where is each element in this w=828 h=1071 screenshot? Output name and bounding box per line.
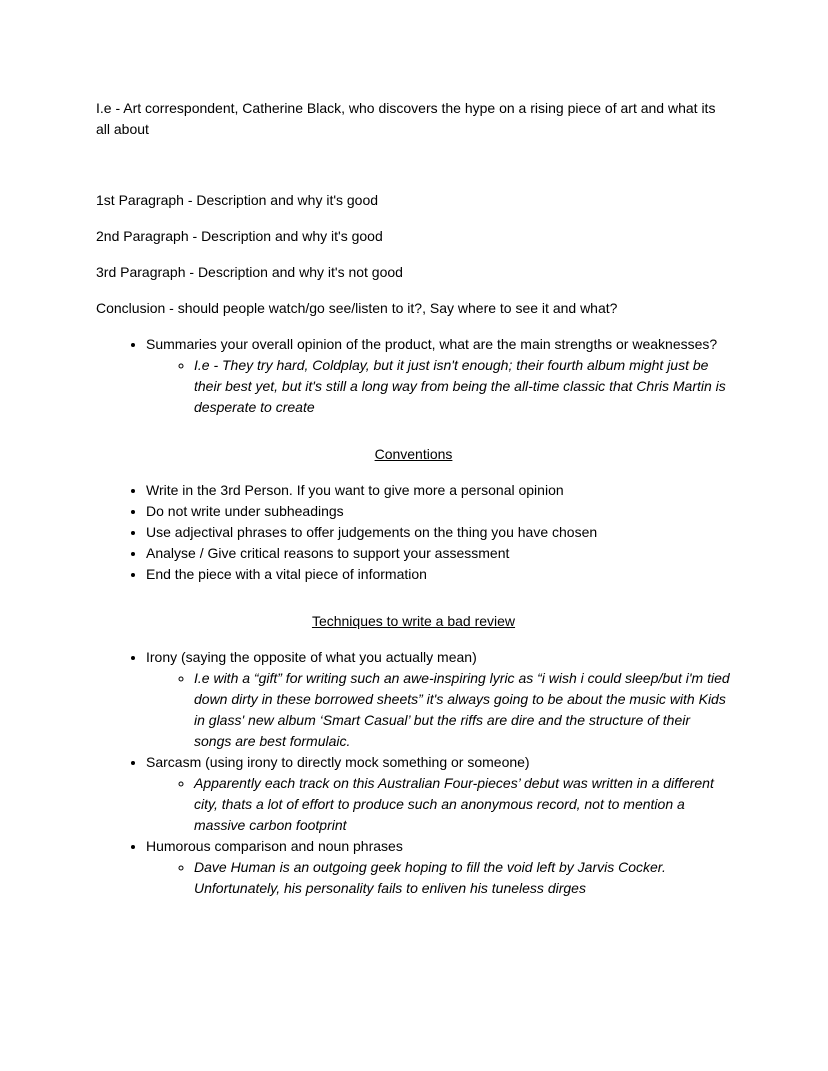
example-text: I.e with a “gift” for writing such an awe-inspiring lyric as “i wish i could sleep/but i'm tied down dirty in these borrowed sheets” it's always going to be about the music with Kids in glass' new album ‘Smart Casual’ but the riffs are dire and the structure of their songs are best formulaic.	[194, 670, 730, 749]
conventions-list	[96, 480, 731, 585]
example-sub-list	[146, 355, 731, 418]
bullet-text: Humorous comparison and noun phrases	[146, 838, 403, 854]
list-item	[146, 543, 731, 564]
list-item	[194, 773, 731, 836]
list-item	[146, 522, 731, 543]
techniques-heading-text: Techniques to write a bad review	[311, 613, 516, 629]
conventions-heading-text: Conventions	[374, 446, 453, 462]
bullet-text: Summaries your overall opinion of the product, what are the main strengths or weaknesses?	[146, 336, 718, 352]
list-item	[146, 501, 731, 522]
example-text: Dave Human is an outgoing geek hoping to fill the void left by Jarvis Cocker. Unfortunately, his personality fails to enliven his tuneless dirges	[194, 859, 666, 896]
bullet-text: Sarcasm (using irony to directly mock something or someone)	[146, 754, 530, 770]
paragraph-1st: 1st Paragraph - Description and why it's good	[96, 192, 379, 208]
bullet-text: End the piece with a vital piece of information	[146, 566, 427, 582]
example-text: Apparently each track on this Australian Four-pieces’ debut was written in a different city, thats a lot of effort to produce such an anonymous record, not to mention a massive carbon footprint	[194, 775, 714, 833]
paragraph-3rd: 3rd Paragraph - Description and why it's not good	[96, 264, 403, 280]
list-item	[146, 836, 731, 899]
conclusion-bullet-list	[96, 334, 731, 418]
list-item	[146, 480, 731, 501]
bullet-text: Irony (saying the opposite of what you actually mean)	[146, 649, 477, 665]
example-text: I.e - They try hard, Coldplay, but it just isn't enough; their fourth album might just be their best yet, but it's still a long way from being the all-time classic that Chris Martin is desperate to create	[194, 357, 726, 415]
bullet-text: Analyse / Give critical reasons to support your assessment	[146, 545, 510, 561]
bullet-text: Use adjectival phrases to offer judgements on the thing you have chosen	[146, 524, 598, 540]
bullet-text: Do not write under subheadings	[146, 503, 344, 519]
list-item	[194, 668, 731, 752]
conventions-heading	[96, 444, 731, 465]
example-sub-list	[146, 668, 731, 752]
intro-paragraph: I.e - Art correspondent, Catherine Black, who discovers the hype on a rising piece of art and what its all about	[96, 100, 716, 137]
techniques-list	[96, 647, 731, 899]
techniques-heading	[96, 611, 731, 632]
list-item	[194, 355, 731, 418]
list-item	[146, 752, 731, 836]
list-item	[146, 564, 731, 585]
bullet-text: Write in the 3rd Person. If you want to give more a personal opinion	[146, 482, 564, 498]
list-item	[146, 647, 731, 752]
paragraph-conclusion: Conclusion - should people watch/go see/listen to it?, Say where to see it and what?	[96, 300, 618, 316]
example-sub-list	[146, 857, 731, 899]
list-item	[194, 857, 731, 899]
list-item	[146, 334, 731, 418]
paragraph-2nd: 2nd Paragraph - Description and why it's good	[96, 228, 383, 244]
example-sub-list	[146, 773, 731, 836]
